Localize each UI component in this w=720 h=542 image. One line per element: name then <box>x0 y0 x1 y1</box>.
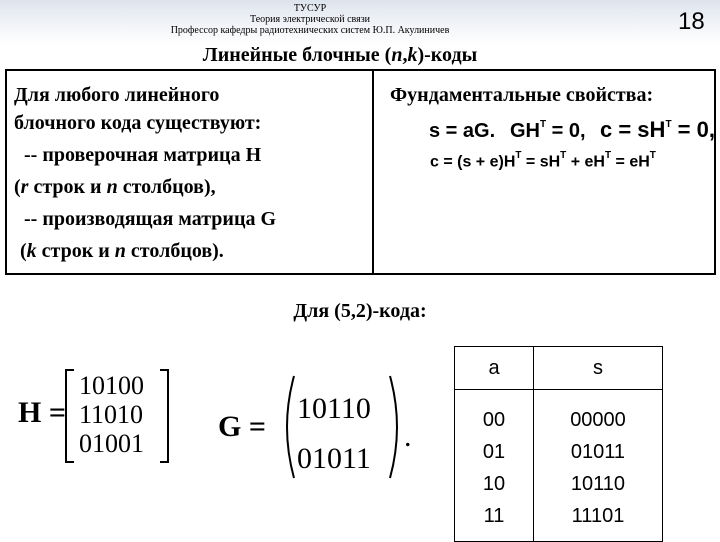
left-line-4: (r строк и n столбцов), <box>14 176 216 198</box>
formula-c-expansion: $c = (s + e)H^T = sH^T + eH^T = eH^T$ <box>430 150 656 171</box>
author-line: Профессор кафедры радиотехнических систем Ю.П. Акулиничев <box>170 25 450 36</box>
table-cell: 00000 <box>570 409 626 431</box>
formula-s-equals-aG: s = aG. <box>429 120 496 142</box>
slide-header <box>0 0 720 45</box>
matrix-G-row-1: 10110 <box>297 392 371 425</box>
formula-GHT-zero: $GH^T = 0$, <box>510 119 586 142</box>
matrix-H-row-3: 01001 <box>79 429 144 458</box>
table-cell: 10 <box>482 473 506 495</box>
formula-c-sHT-zero: $c = sH^T = 0$, <box>600 117 715 142</box>
matrix-H-row-1: 10100 <box>79 371 144 400</box>
table-header-s: s <box>534 347 663 390</box>
table-header-a: a <box>455 347 534 390</box>
matrix-G-period: . <box>404 420 412 453</box>
table-cell: 01011 <box>570 441 626 463</box>
table-column-a <box>455 390 534 542</box>
table-cell: 11 <box>483 505 505 527</box>
left-line-3: -- проверочная матрица H <box>24 144 262 166</box>
properties-heading: Фундаментальные свойства: <box>390 84 654 106</box>
matrix-H-row-2: 11010 <box>79 400 144 429</box>
matrix-G-rows <box>297 384 371 484</box>
matrix-H-label: H = <box>18 396 66 429</box>
box-divider <box>372 69 374 275</box>
matrix-G-label: G = <box>218 410 266 443</box>
table-column-s <box>534 390 663 542</box>
matrix-G-row-2: 01011 <box>297 442 371 475</box>
course-name: Теория электрической связи <box>249 14 370 25</box>
code-caption: Для (5,2)-кода: <box>293 300 427 322</box>
table-cell: 11101 <box>571 505 625 527</box>
slide-number: 18 <box>678 8 705 35</box>
table-cell: 00 <box>482 409 506 431</box>
slide-title: Линейные блочные (n,k)-коды <box>202 44 478 66</box>
left-line-5: -- производящая матрица G <box>24 208 277 230</box>
left-line-1: Для любого линейного <box>14 84 220 106</box>
table-cell: 10110 <box>570 473 626 495</box>
left-line-2: блочного кода существуют: <box>14 112 262 134</box>
table-cell: 01 <box>482 441 506 463</box>
message-codeword-table <box>454 346 663 542</box>
org-name: ТУСУР <box>293 3 327 14</box>
matrix-H-rows <box>79 371 144 458</box>
left-line-6: (k строк и n столбцов). <box>20 240 224 262</box>
